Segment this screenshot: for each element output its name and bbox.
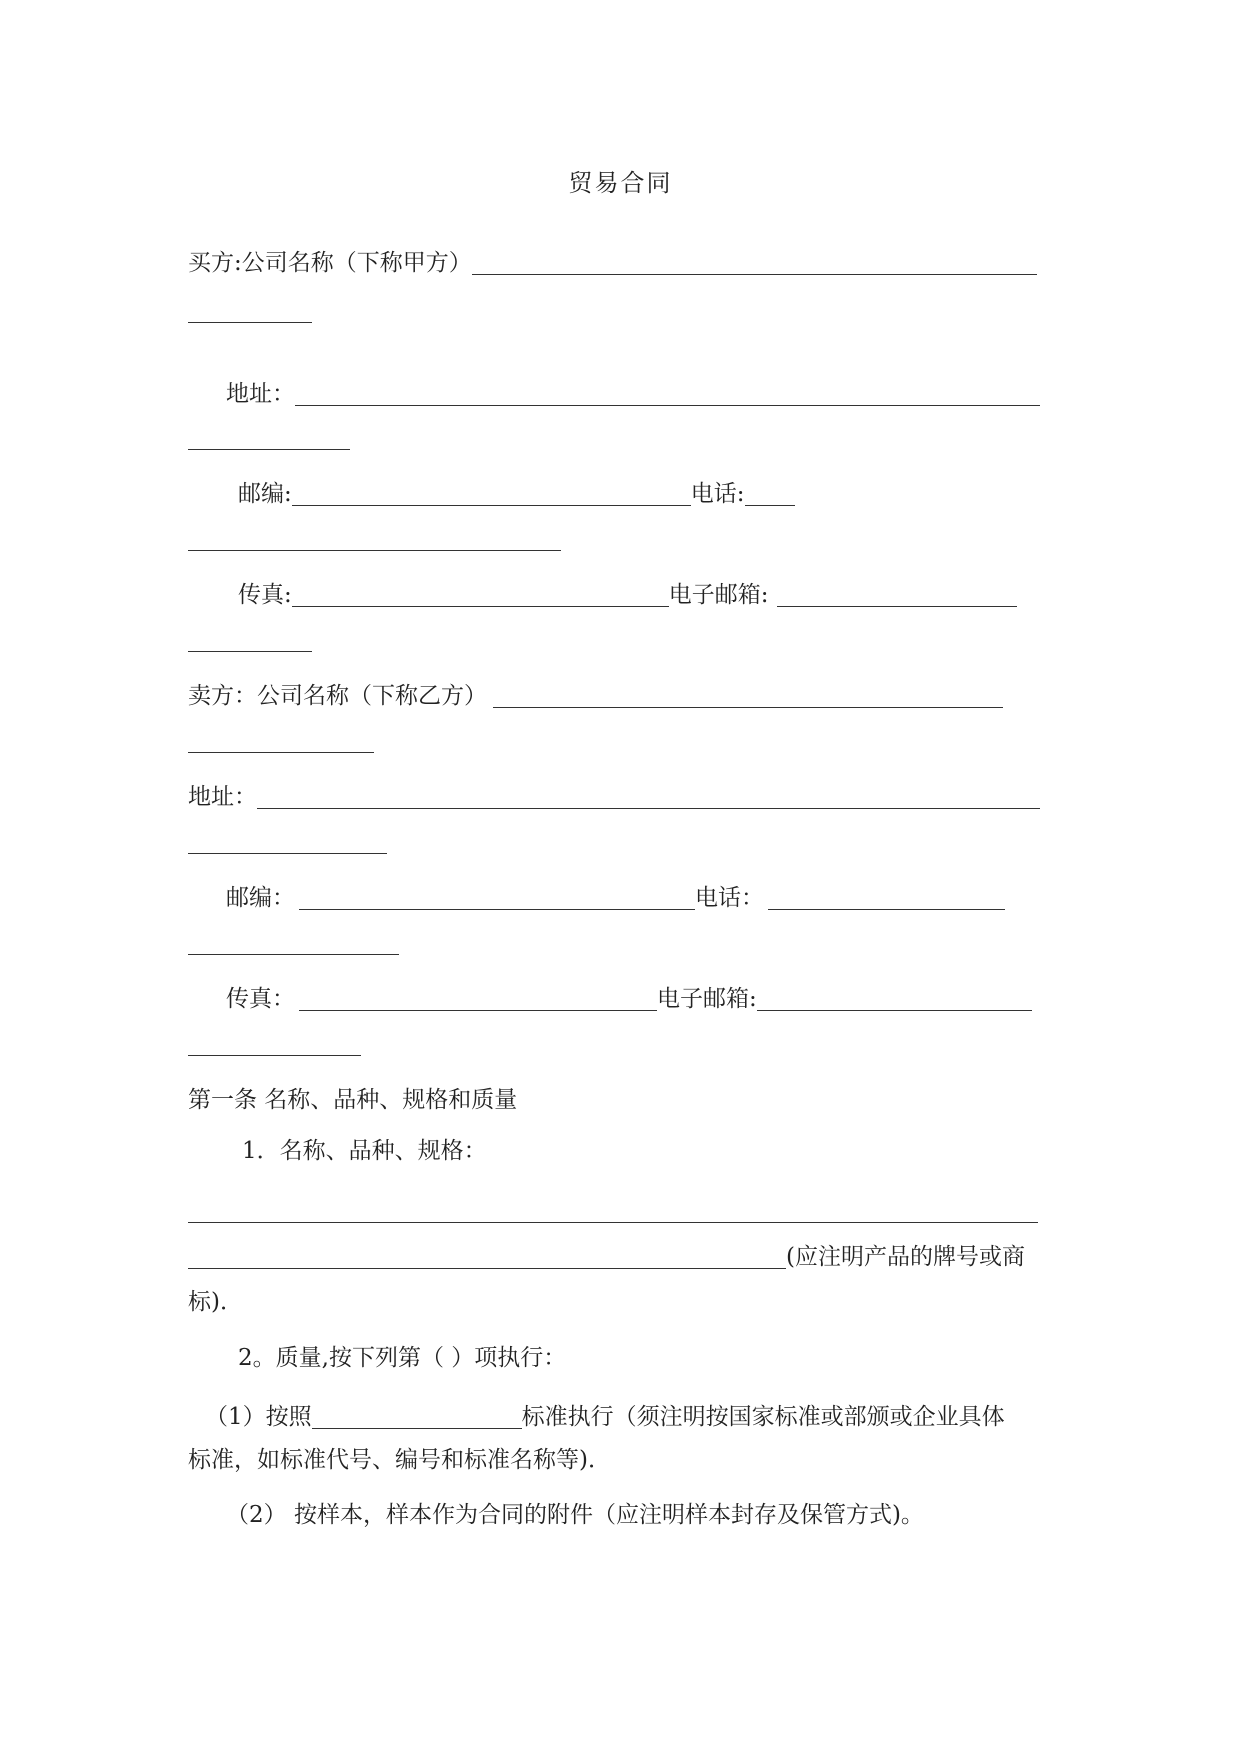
article1-item2-line xyxy=(238,1338,566,1378)
seller-postcode-label: 邮编： xyxy=(226,885,295,911)
seller-fax-email-line xyxy=(226,979,1032,1019)
option1-cont: 标准，如标准代号、编号和标准名称等)． xyxy=(188,1447,611,1473)
buyer-phone-blank[interactable] xyxy=(745,504,795,506)
seller-company-blank[interactable] xyxy=(493,706,1003,708)
buyer-phone-label: 电话: xyxy=(690,481,745,507)
item1-note-b: 标)． xyxy=(188,1289,243,1315)
seller-email-blank-cont[interactable] xyxy=(188,1054,361,1056)
option2-text: （2） 按样本，样本作为合同的附件（应注明样本封存及保管方式)。 xyxy=(226,1502,924,1528)
document-title: 贸易合同 xyxy=(568,169,673,197)
buyer-postcode-phone-line xyxy=(238,474,795,514)
buyer-company-blank[interactable] xyxy=(472,273,1037,275)
option1-prefix: （1）按照 xyxy=(205,1404,312,1430)
buyer-address-blank[interactable] xyxy=(295,404,1040,406)
item1-blank-1[interactable] xyxy=(188,1221,1038,1223)
seller-phone-label: 电话： xyxy=(695,885,764,911)
buyer-email-label: 电子邮箱: xyxy=(668,582,769,608)
article1-item1-note-line xyxy=(188,1237,1025,1277)
option1-suffix: 标准执行（须注明按国家标准或部颁或企业具体 xyxy=(521,1404,1005,1430)
article1-item1-label: 1．名称、品种、规格： xyxy=(242,1138,487,1164)
item1-blank-2[interactable] xyxy=(188,1267,786,1269)
buyer-fax-blank[interactable] xyxy=(292,605,669,607)
seller-address-blank[interactable] xyxy=(257,807,1040,809)
article1-item2-label: 2。质量,按下列第（ ）项执行： xyxy=(238,1345,567,1371)
option1-cont-line xyxy=(188,1440,611,1480)
seller-address-label: 地址： xyxy=(188,784,257,810)
seller-fax-blank[interactable] xyxy=(299,1009,657,1011)
seller-address-line xyxy=(188,777,1040,817)
seller-company-label: 卖方：公司名称（下称乙方） xyxy=(188,683,487,709)
seller-postcode-phone-line xyxy=(226,878,1005,918)
buyer-company-line xyxy=(188,243,1037,283)
option1-line xyxy=(205,1397,1005,1437)
buyer-address-label: 地址： xyxy=(226,381,295,407)
buyer-email-blank[interactable] xyxy=(777,605,1017,607)
buyer-fax-email-line xyxy=(238,575,1017,615)
buyer-company-blank-cont[interactable] xyxy=(188,321,312,323)
seller-company-line xyxy=(188,676,1003,716)
article1-heading-text: 第一条 名称、品种、规格和质量 xyxy=(188,1087,518,1113)
seller-email-blank[interactable] xyxy=(757,1009,1032,1011)
article1-item1-note-cont xyxy=(188,1282,243,1322)
option1-standard-blank[interactable] xyxy=(312,1427,522,1429)
option2-line xyxy=(226,1495,924,1535)
article1-item1-line xyxy=(242,1131,487,1171)
item1-note-a: (应注明产品的牌号或商 xyxy=(786,1244,1025,1270)
buyer-postcode-blank[interactable] xyxy=(292,504,691,506)
buyer-fax-label: 传真: xyxy=(238,582,292,608)
seller-postcode-blank[interactable] xyxy=(299,908,695,910)
buyer-email-blank-cont[interactable] xyxy=(188,650,312,652)
seller-address-blank-cont[interactable] xyxy=(188,852,387,854)
seller-email-label: 电子邮箱: xyxy=(657,986,757,1012)
buyer-company-label: 买方:公司名称（下称甲方） xyxy=(188,250,472,276)
buyer-postcode-label: 邮编: xyxy=(238,481,292,507)
buyer-address-line xyxy=(226,374,1040,414)
buyer-address-blank-cont[interactable] xyxy=(188,448,350,450)
buyer-phone-blank-cont[interactable] xyxy=(188,549,561,551)
seller-company-blank-cont[interactable] xyxy=(188,751,374,753)
seller-phone-blank[interactable] xyxy=(768,908,1005,910)
seller-fax-label: 传真： xyxy=(226,986,295,1012)
article1-heading xyxy=(188,1080,517,1120)
seller-phone-blank-cont[interactable] xyxy=(188,953,399,955)
